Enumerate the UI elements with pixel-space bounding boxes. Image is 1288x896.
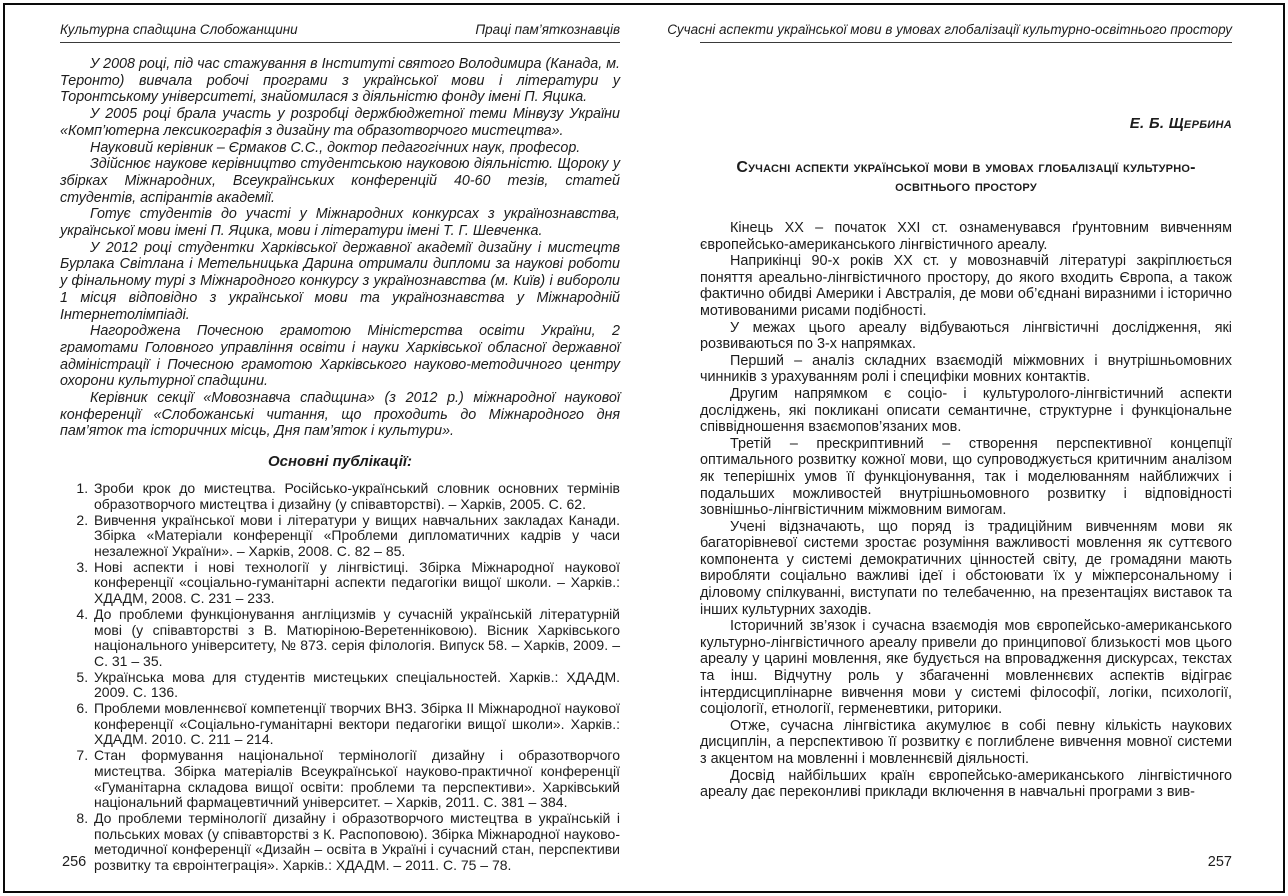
running-header-article-title: Сучасні аспекти української мови в умовах глобалізації культурно-освітнього простору [667,22,1232,37]
biography-paragraph: У 2008 році, під час стажування в Інституті святого Володимира (Канада, м. Теронто) вивчала робочі програми з української мови і літератури у Торонтському університеті, знайомилася з діяльністю фонду імені П. Яцика. [60,56,620,106]
biography-paragraph: У 2012 році студентки Харківської державної академії дизайну і мистецтв Бурлака Світлана і Метельницька Дарина отримали дипломи за наукові роботи у фінальному турі з Міжнародного конкурсу з українознавства (м. Київ) і вибороли 1 місця відповідно з української мови та українознавства у Міжнародній Інтернетолімпіаді. [60,239,620,323]
running-header-section-title: Праці пам’яткознавців [475,22,620,37]
article-paragraph: Наприкінці 90-х років ХХ ст. у мовознавчій літературі закріплюється поняття ареально-лінгвістичного простору, до якого входить Європа, а також фактично обидві Америки і Австралія, де мови об’єднані виразними і історично мотивованими рисами подібності. [700,253,1232,319]
publications-list [60,481,620,874]
publication-item: 2. Вивчення української мови і літератури у вищих навчальних закладах Канади. Збірка «Матеріали конференції «Проблеми дипломатичних кадрів у часи незалежної України». – Харків, 2008. С. 82 – 85. [92,513,620,560]
publication-item: 4. До проблеми функціонування англіцизмів у сучасній українській літературній мові (у співавторстві з В. Матюріною-Веретенніковою). Вісник Харківського національного університету, № 873. серія філологія. Випуск 58. – Харків, 2009. – С. 31 – 35. [92,607,620,670]
article-paragraph: Кінець ХХ – початок ХХІ ст. ознаменувався ґрунтовним вивченням європейсько-американського лінгвістичного ареалу. [700,220,1232,253]
publication-item: 1. Зроби крок до мистецтва. Російсько-український словник основних термінів образотворчого мистецтва і дизайну (у співавторстві). – Харків, 2005. С. 62. [92,481,620,512]
article-paragraph: Отже, сучасна лінгвістика акумулює в собі певну кількість наукових дисциплін, а перспективою її розвитку є поглиблене вивчення мовної системи з акцентом на мовленні і мовленнєвій діяльності. [700,717,1232,767]
page-right [667,22,1232,870]
biography-paragraph: Готує студентів до участі у Міжнародних конкурсах з українознавства, української мови імені П. Яцика, мови і літератури імені Т. Г. Шевченка. [60,206,620,240]
article-paragraph: Третій – прескриптивний – створення перспективної концепції оптимального розвитку кожної мови, що супроводжується критичним аналізом як теперішніх умов її функціонування, так і моделюванням найближчих і подальших можливостей внутрішньомовного розвитку і відповідності зовнішньо-лінгвістичним міжмовним вимогам. [700,435,1232,519]
author-name: Е. Б. Щербина [1129,115,1232,132]
article-paragraph: У межах цього ареалу відбуваються лінгвістичні дослідження, які розвиваються по 3-х напрямках. [700,319,1232,353]
running-header-right [667,22,1232,43]
biography-text [60,56,620,440]
biography-paragraph: Здійснює наукове керівництво студентською науковою діяльністю. Щороку у збірках Міжнародних, Всеукраїнських конференцій 40-60 тезів, статей студентів, аспірантів академії. [60,156,620,206]
publication-item: 7. Стан формування національної термінології дизайну і образотворчого мистецтва. Збірка матеріалів Всеукраїнської науково-практичної конференції «Гуманітарна складова вищої освіти: проблеми та перспективи». Харківський національний фармацевтичний університет. – Харків, 2011. С. 381 – 384. [92,748,620,811]
publication-item: 3. Нові аспекти і нові технології у лінгвістиці. Збірка Міжнародної наукової конференції «соціально-гуманітарні аспекти педагогіки вищої школи. – Харків.: ХДАДМ, 2008. С. 231 – 233. [92,560,620,607]
publications-heading: Основні публікації: [267,453,413,471]
running-header-left [60,22,620,43]
biography-paragraph: У 2005 році брала участь у розробці держбюджетної теми Мінвузу України «Комп’ютерна лексикографія з дизайну та образотворчого мистецтва». [60,106,620,139]
article-paragraph: Перший – аналіз складних взаємодій міжмовних і внутрішньомовних чинників з урахуванням ролі і специфіки мовних контактів. [700,352,1232,386]
article-paragraph: Учені відзначають, що поряд із традиційним вивченням мови як багаторівневої системи зростає розуміння важливості мовлення як суттєвого компонента у системі демократичних цінностей світу, де громадяни мають виробляти соціально важливі ідеї і обстоювати їх у міжперсональному і діловому спілкуванні, виступати по телебаченню, на презентаціях виставок та інших культурних заходів. [700,518,1232,618]
biography-paragraph: Науковий керівник – Єрмаков С.С., доктор педагогічних наук, професор. [90,139,581,156]
page-left [60,22,620,874]
biography-paragraph: Нагороджена Почесною грамотою Міністерства освіти України, 2 грамотами Головного управління освіти і науки Харківської обласної державної адміністрації і Почесною грамотою Харківського науково-методичного центру охорони культурної спадщини. [60,323,620,390]
article-title: Сучасні аспекти української мови в умовах глобалізації культурно-освітнього простору [736,159,1196,195]
article-text [700,220,1232,801]
article-paragraph: Другим напрямком є соціо- і культуролого-лінгвістичний аспекти досліджень, які покликані описати семантичне, структурне і функціональне співвідношення взаємопов’язаних мов. [700,385,1232,436]
biography-paragraph: Керівник секції «Мовознавча спадщина» (з 2012 р.) міжнародної наукової конференції «Слобожанські читання, що проходить до Міжнародного дня пам’яток та історичних місць, Дня пам’яток і культури». [60,390,620,440]
running-header-book-title: Культурна спадщина Слобожанщини [60,22,298,37]
page-number-right: 257 [1207,854,1232,870]
publication-item: 8. До проблеми термінології дизайну і образотворчого мистецтва в українській і польських мовах (у співавторстві з К. Распоповою). Збірка Міжнародної науково-методичної конференції «Дизайн – освіта в Україні і сучасний стан, перспективи розвитку та євроінтеграція». Харків.: ХДАДМ. – 2011. С. 75 – 78. [92,811,620,874]
publication-item: 5. Українська мова для студентів мистецьких спеціальностей. Харків.: ХДАДМ. 2009. С. 136. [92,670,620,701]
article-paragraph: Історичний зв’язок і сучасна взаємодія мов європейсько-американського культурно-лінгвістичного ареалу привели до принципової близькості мов цього ареалу у царині мовлення, яке будується на впровадження дискурсах, текстах та інш. Відчутну роль у збагаченні мовленнєвих аспектів відіграє інтердисциплінарне вивчення мови у системі філософії, логіки, психології, соціології, етнології, герменевтики, риторики. [700,618,1232,718]
page-number-left: 256 [62,854,87,870]
publication-item: 6. Проблеми мовленнєвої компетенції творчих ВНЗ. Збірка ІІ Міжнародної наукової конференції «Соціально-гуманітарні вектори педагогіки вищої школи». Харків.: ХДАДМ. 2010. С. 211 – 214. [92,701,620,748]
article-paragraph: Досвід найбільших країн європейсько-американського лінгвістичного ареалу дає переконливі приклади включення в навчальні програми з вив- [700,767,1232,801]
